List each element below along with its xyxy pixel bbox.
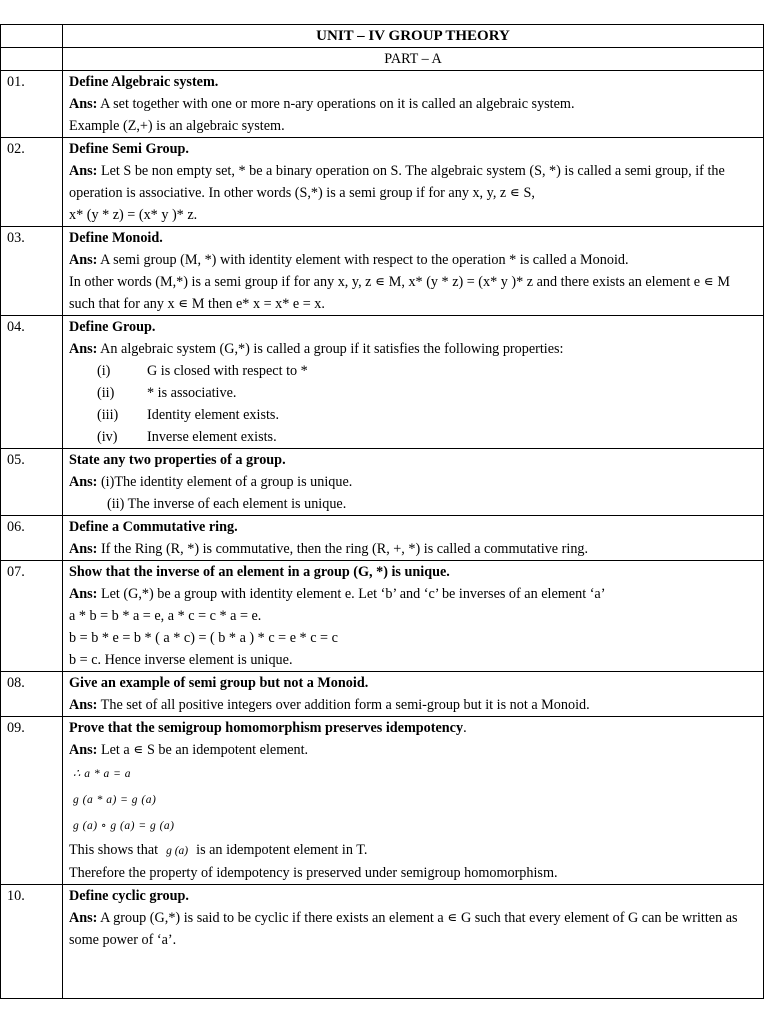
answer-line: Therefore the property of idempotency is preserved under semigroup homomorphism. xyxy=(69,865,558,881)
answer-text: Ans: Let S be non empty set, * be a binary operation on S. The algebraic system (S, *) is called a semi group, if the operation is associative. In other words (S,*) is a semi group if for any x, y, z ∊ S, xyxy=(69,163,725,201)
question-text: Define a Commutative ring. xyxy=(69,519,238,535)
question-number: 06. xyxy=(1,516,63,561)
answer-line: Example (Z,+) is an algebraic system. xyxy=(69,118,285,134)
question-number: 05. xyxy=(1,449,63,516)
answer-line: In other words (M,*) is a semi group if for any x, y, z ∊ M, x* (y * z) = (x* y )* z and there exists an element e ∊ M such that for any x ∊ M then e* x = x* e = x. xyxy=(69,274,730,312)
question-text: Give an example of semi group but not a Monoid. xyxy=(69,675,369,691)
answer-text: Ans: Let (G,*) be a group with identity element e. Let ‘b’ and ‘c’ be inverses of an element ‘a’ xyxy=(69,586,606,602)
header-row xyxy=(1,25,764,48)
list-item: (ii) * is associative. xyxy=(97,385,237,401)
question-text: Define Algebraic system. xyxy=(69,74,219,90)
question-row xyxy=(1,516,764,561)
question-content xyxy=(63,717,764,885)
answer-label: Ans: xyxy=(69,252,98,268)
list-item: (iii) Identity element exists. xyxy=(97,407,279,423)
question-content xyxy=(63,449,764,516)
question-number: 03. xyxy=(1,227,63,316)
question-row xyxy=(1,227,764,316)
question-number: 08. xyxy=(1,672,63,717)
question-row xyxy=(1,316,764,449)
answer-label: Ans: xyxy=(69,96,98,112)
math-line: ∴ a * a = a xyxy=(73,768,131,780)
answer-text: Ans: A group (G,*) is said to be cyclic if there exists an element a ∊ G such that every element of G can be written as some power of ‘a’. xyxy=(69,910,738,948)
question-text: State any two properties of a group. xyxy=(69,452,286,468)
question-row xyxy=(1,138,764,227)
answer-text: Ans: Let a ∊ S be an idempotent element. xyxy=(69,742,309,758)
question-number: 02. xyxy=(1,138,63,227)
question-row xyxy=(1,449,764,516)
question-row xyxy=(1,672,764,717)
question-number: 04. xyxy=(1,316,63,449)
question-row xyxy=(1,885,764,999)
question-text: Define Monoid. xyxy=(69,230,163,246)
answer-line: x* (y * z) = (x* y )* z. xyxy=(69,207,198,223)
answer-text: Ans: A set together with one or more n-ary operations on it is called an algebraic system. xyxy=(69,96,575,112)
part-label: PART – A xyxy=(63,48,764,71)
question-table xyxy=(0,24,764,999)
question-row xyxy=(1,71,764,138)
question-content xyxy=(63,516,764,561)
question-number: 01. xyxy=(1,71,63,138)
question-text: Define cyclic group. xyxy=(69,888,189,904)
question-number: 09. xyxy=(1,717,63,885)
list-item: (i) G is closed with respect to * xyxy=(97,363,308,379)
answer-text: Ans: (i)The identity element of a group is unique. xyxy=(69,474,353,490)
part-row xyxy=(1,48,764,71)
question-text: Define Semi Group. xyxy=(69,141,189,157)
answer-text: Ans: If the Ring (R, *) is commutative, then the ring (R, +, *) is called a commutative ring. xyxy=(69,541,589,557)
answer-label: Ans: xyxy=(69,697,98,713)
math-line: g (a) ∘ g (a) = g (a) xyxy=(73,820,175,832)
question-number: 07. xyxy=(1,561,63,672)
question-content xyxy=(63,561,764,672)
answer-label: Ans: xyxy=(69,541,98,557)
answer-text: Ans: The set of all positive integers over addition form a semi-group but it is not a Monoid. xyxy=(69,697,590,713)
answer-line: b = b * e = b * ( a * c) = ( b * a ) * c = e * c = c xyxy=(69,630,338,646)
answer-line: a * b = b * a = e, a * c = c * a = e. xyxy=(69,608,262,624)
question-text: Prove that the semigroup homomorphism preserves idempotency. xyxy=(69,720,467,736)
question-content xyxy=(63,227,764,316)
answer-label: Ans: xyxy=(69,163,98,179)
question-content xyxy=(63,71,764,138)
question-row xyxy=(1,717,764,885)
math-line: g (a * a) = g (a) xyxy=(73,794,157,806)
answer-text: Ans: A semi group (M, *) with identity element with respect to the operation * is called a Monoid. xyxy=(69,252,629,268)
question-number: 10. xyxy=(1,885,63,999)
answer-line: b = c. Hence inverse element is unique. xyxy=(69,652,293,668)
question-content xyxy=(63,138,764,227)
list-item: (iv) Inverse element exists. xyxy=(97,429,277,445)
question-content xyxy=(63,885,764,999)
question-content xyxy=(63,316,764,449)
answer-line: (ii) The inverse of each element is unique. xyxy=(107,496,347,512)
answer-label: Ans: xyxy=(69,341,98,357)
question-row xyxy=(1,561,764,672)
question-content xyxy=(63,672,764,717)
unit-title: UNIT – IV GROUP THEORY xyxy=(63,25,764,48)
answer-label: Ans: xyxy=(69,742,98,758)
answer-label: Ans: xyxy=(69,910,98,926)
answer-label: Ans: xyxy=(69,474,98,490)
answer-text: Ans: An algebraic system (G,*) is called a group if it satisfies the following properties: xyxy=(69,341,564,357)
question-text: Show that the inverse of an element in a group (G, *) is unique. xyxy=(69,564,450,580)
answer-line: This shows that g (a) is an idempotent element in T. xyxy=(69,842,368,858)
answer-label: Ans: xyxy=(69,586,98,602)
question-text: Define Group. xyxy=(69,319,156,335)
